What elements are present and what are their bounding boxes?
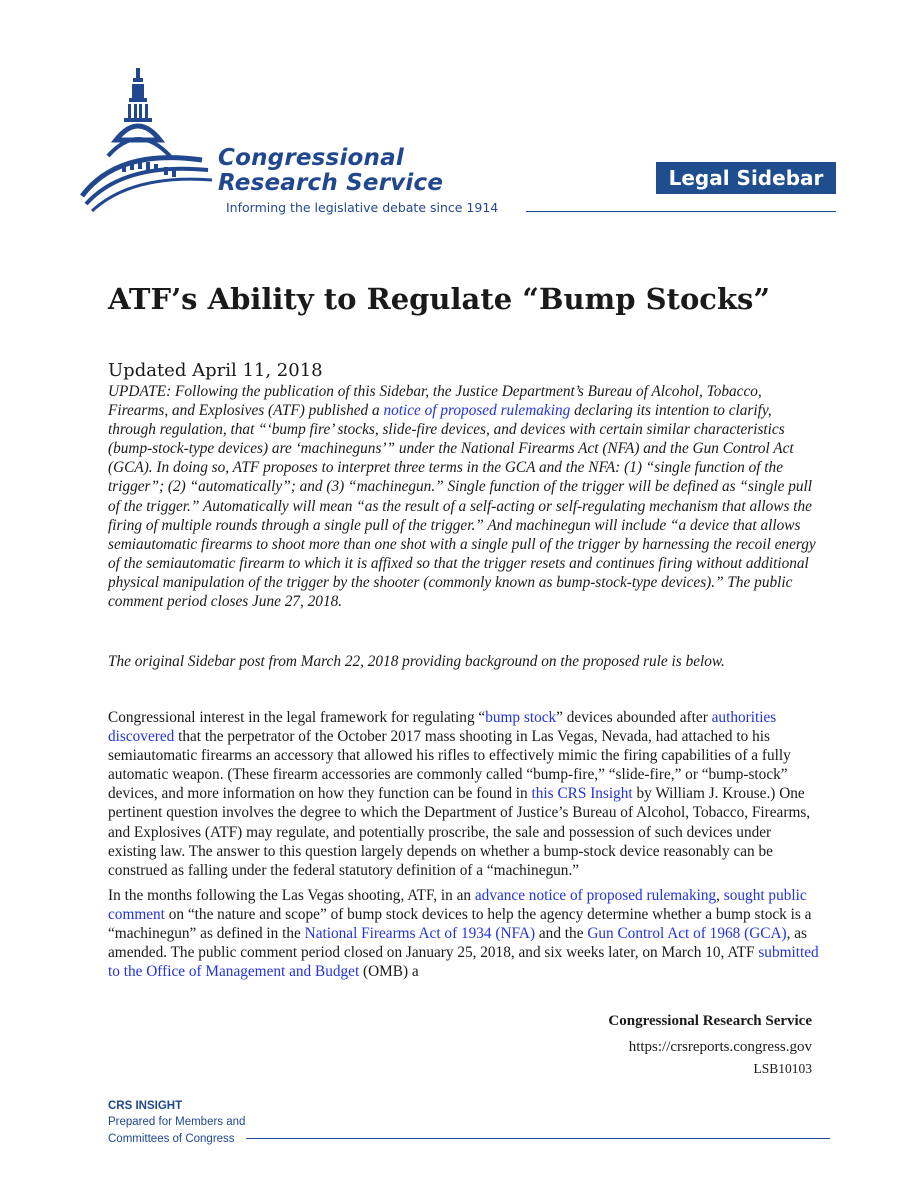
insight-subtitle-line2: Committees of Congress	[108, 1133, 235, 1145]
update-note-text-1: UPDATE: Following the publication of this Sidebar, the Justice Department’s Bureau of Alcohol, Tobacco, Firearms, and Explosives (ATF) published a	[108, 383, 762, 420]
para2-text-6: (OMB) a	[359, 963, 419, 981]
updated-date: Updated April 11, 2018	[108, 360, 323, 381]
org-name	[218, 146, 443, 196]
link-nfa[interactable]: National Firearms Act of 1934 (NFA)	[304, 925, 536, 943]
org-name-line1: Congressional	[218, 145, 404, 171]
footer-org: Congressional Research Service	[608, 1013, 812, 1029]
article-body	[108, 708, 820, 987]
para2-text-2: ,	[716, 886, 724, 904]
paragraph-1	[108, 708, 820, 880]
link-authorities-discovered[interactable]: authorities discovered	[108, 709, 777, 746]
insight-rule	[246, 1138, 830, 1139]
update-note	[108, 382, 820, 611]
original-note: The original Sidebar post from March 22, 2018 providing background on the proposed rule is below.	[108, 653, 725, 670]
footer-url[interactable]: https://crsreports.congress.gov	[628, 1039, 812, 1055]
legal-sidebar-badge: Legal Sidebar	[656, 162, 836, 194]
link-crs-insight[interactable]: this CRS Insight	[531, 785, 633, 803]
link-advance-notice[interactable]: advance notice of proposed rulemaking	[474, 886, 717, 904]
link-sought-public-comment[interactable]: sought public comment	[108, 886, 807, 923]
link-notice-of-proposed-rulemaking[interactable]: notice of proposed rulemaking	[383, 402, 571, 420]
capitol-dome-icon	[78, 64, 218, 214]
para2-text-4: and the	[535, 925, 588, 943]
para1-text-1: Congressional interest in the legal framework for regulating “	[108, 709, 486, 726]
report-id: LSB10103	[753, 1061, 812, 1076]
para2-text-1: In the months following the Las Vegas shooting, ATF, in an	[108, 886, 475, 904]
link-gca[interactable]: Gun Control Act of 1968 (GCA)	[587, 925, 787, 943]
org-tagline: Informing the legislative debate since 1914	[226, 200, 499, 215]
insight-subtitle-line1: Prepared for Members and	[108, 1116, 246, 1128]
update-note-text-2: declaring its intention to clarify, through regulation, that “‘bump fire’ stocks, slide-fire devices, and devices with certain similar characteristics (bump-stock-type devices) are ‘machineguns’” under the National Firearms Act (NFA) and the Gun Control Act (GCA). In doing so, ATF proposes to interpret three terms in the GCA and the NFA: (1) “single function of the trigger”; (2) “automatically”; and (3) “machinegun.” Single function of the trigger will be defined as “single pull of the trigger.” Automatically will mean “as the result of a self-acting or self-regulating mechanism that allows the firing of multiple rounds through a single pull of the trigger.” And machinegun will include “a device that allows semiautomatic firearms to shoot more than one shot with a single pull of the trigger by harnessing the recoil energy of the semiautomatic firearm to which it is affixed so that the trigger resets and continues firing without additional physical manipulation of the trigger by the shooter (commonly known as bump-stock-type devices).” The public comment period closes June 27, 2018.	[108, 402, 816, 611]
para1-text-3: that the perpetrator of the October 2017 mass shooting in Las Vegas, Nevada, had attached to his semiautomatic firearms an accessory that allowed his rifles to effectively mimic the firing capabilities of a fully automatic weapon. (These firearm accessories are commonly called “bump-fire,” “slide-fire,” or “bump-stock” devices, and more information on how they function can be found in	[108, 728, 791, 803]
para1-text-4: by William J. Krouse.) One pertinent question involves the degree to which the Department of Justice’s Bureau of Alcohol, Tobacco, Firearms, and Explosives (ATF) may regulate, and potentially proscribe, the sale and possession of such devices under existing law. The answer to this question largely depends on whether a bump-stock device reasonably can be construed as falling under the federal statutory definition of a “machinegun.”	[108, 785, 811, 879]
insight-label: CRS INSIGHT	[108, 1100, 183, 1112]
link-omb[interactable]: submitted to the Office of Management and Budget	[108, 944, 819, 981]
para2-text-5: , as amended. The public comment period closed on January 25, 2018, and six weeks later, on March 10, ATF	[108, 925, 807, 962]
link-bump-stock[interactable]: bump stock	[485, 709, 557, 726]
tagline-rule	[526, 211, 836, 212]
paragraph-2	[108, 886, 820, 981]
org-name-line2: Research Service	[218, 170, 444, 196]
para1-text-2: ” devices abounded after	[556, 709, 712, 726]
page-title: ATF’s Ability to Regulate “Bump Stocks”	[108, 282, 771, 316]
insight-subtitle	[108, 1114, 245, 1148]
para2-text-3: on “the nature and scope” of bump stock devices to help the agency determine whether a bump stock is a “machinegun” as defined in the	[108, 905, 812, 943]
